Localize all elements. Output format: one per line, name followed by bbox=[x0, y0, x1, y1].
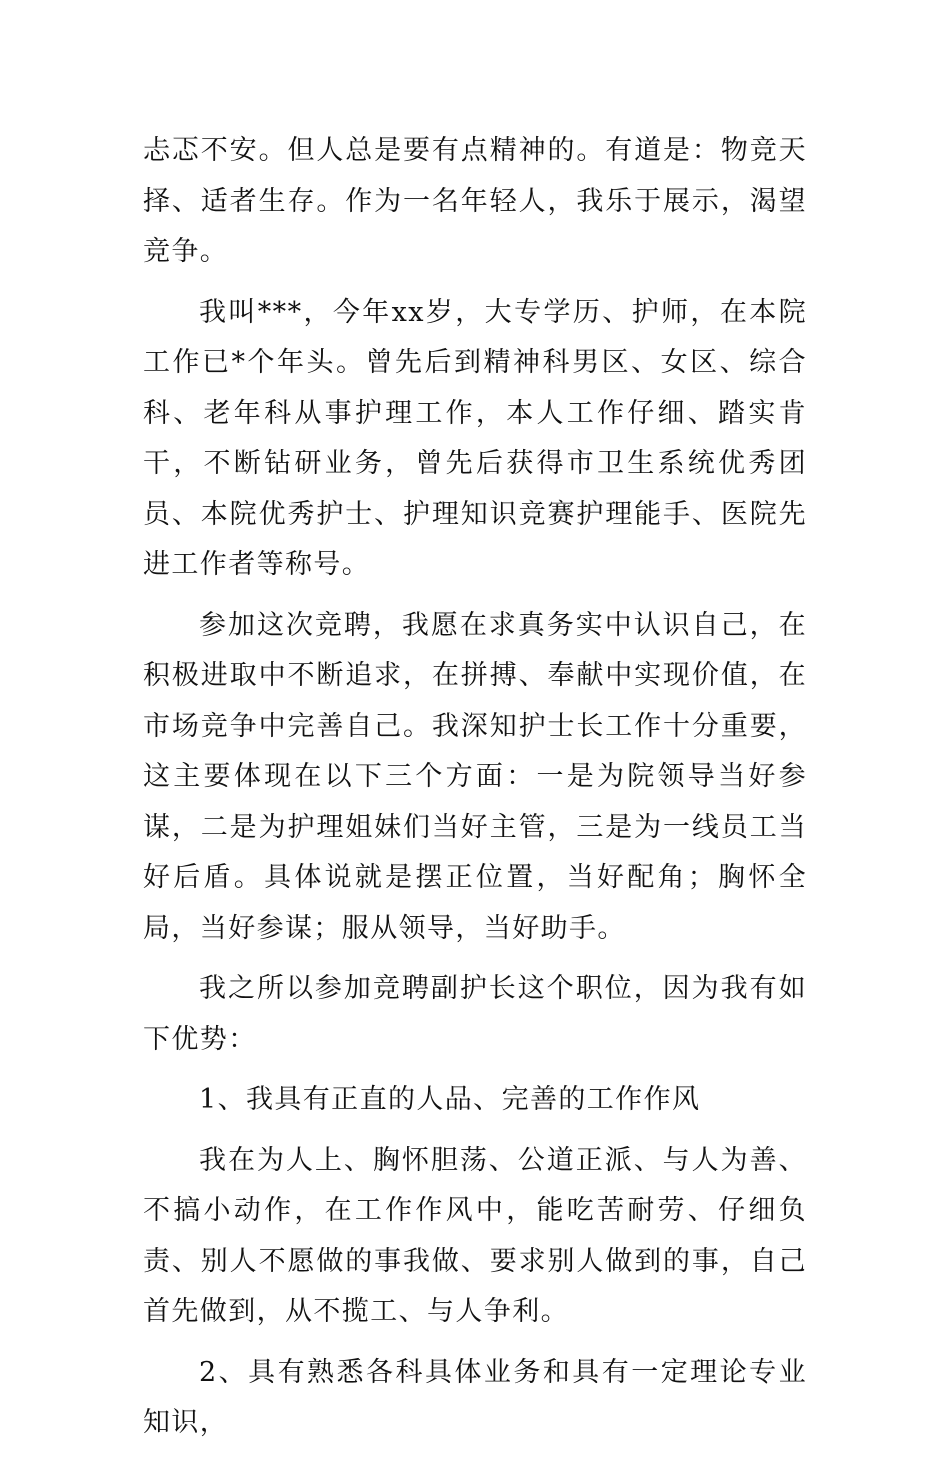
paragraph-point-2-heading: 2、具有熟悉各科具体业务和具有一定理论专业知识， bbox=[143, 1356, 807, 1438]
document-body bbox=[143, 126, 807, 1459]
paragraph-motivation: 参加这次竞聘，我愿在求真务实中认识自己，在积极进取中不断追求，在拼搏、奉献中实现价值，在市场竞争中完善自己。我深知护士长工作十分重要，这主要体现在以下三个方面：一是为院领导当好参谋，二是为护理姐妹们当好主管，三是为一线员工当好后盾。具体说就是摆正位置，当好配角；胸怀全局，当好参谋；服从领导，当好助手。 bbox=[143, 609, 807, 944]
paragraph-point-1-heading: 1、我具有正直的人品、完善的工作作风 bbox=[199, 1084, 701, 1115]
paragraph-self-introduction: 我叫***，今年xx岁，大专学历、护师，在本院工作已*个年头。曾先后到精神科男区、女区、综合科、老年科从事护理工作，本人工作仔细、踏实肯干，不断钻研业务，曾先后获得市卫生系统优秀团员、本院优秀护士、护理知识竞赛护理能手、医院先进工作者等称号。 bbox=[143, 296, 807, 580]
paragraph-advantages-intro: 我之所以参加竞聘副护长这个职位，因为我有如下优势： bbox=[143, 973, 807, 1055]
paragraph-continuation: 忐忑不安。但人总是要有点精神的。有道是：物竞天择、适者生存。作为一名年轻人，我乐于展示，渴望竞争。 bbox=[143, 135, 807, 267]
paragraph-point-1-body: 我在为人上、胸怀胆荡、公道正派、与人为善、不搞小动作，在工作作风中，能吃苦耐劳、仔细负责、别人不愿做的事我做、要求别人做到的事，自己首先做到，从不揽工、与人争利。 bbox=[143, 1144, 807, 1327]
